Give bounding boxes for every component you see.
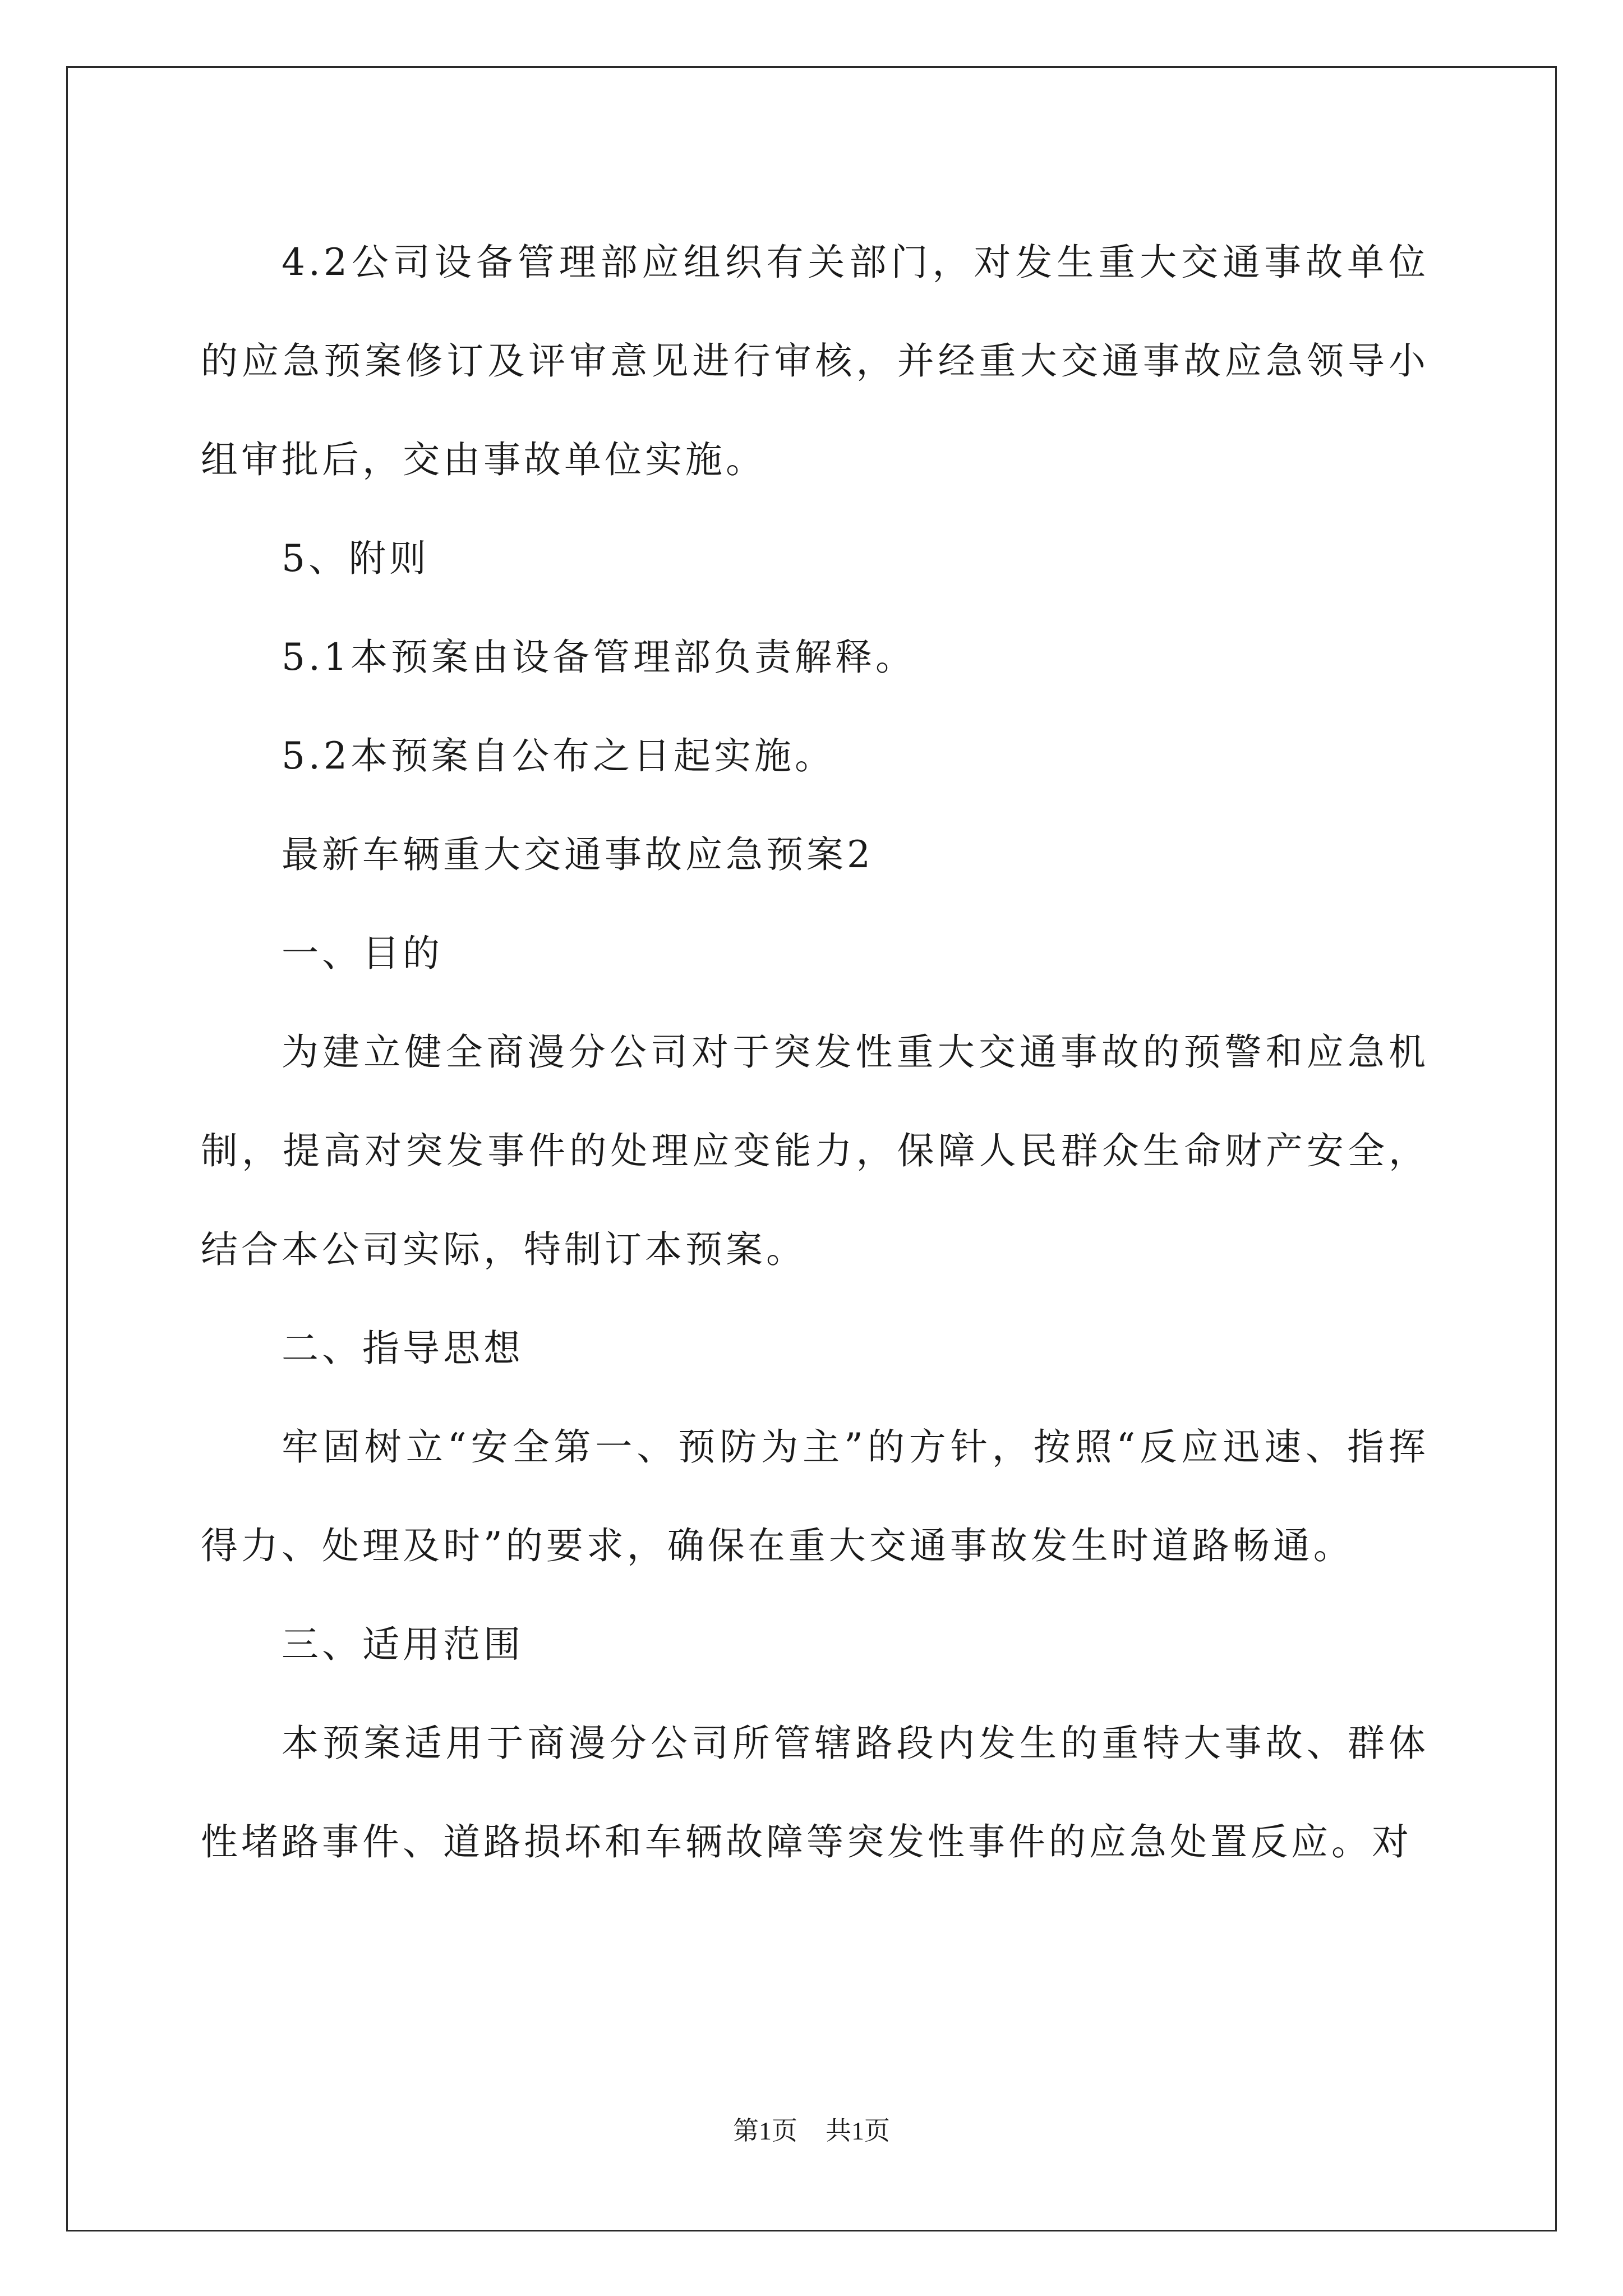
section-heading: 三、适用范围: [282, 1623, 524, 1666]
paragraph: 为建立健全商漫分公司对于突发性重大交通事故的预警和应急机制，提高对突发事件的处理应变能力，保障人民群众生命财产安全，结合本公司实际，特制订本预案。: [201, 1030, 1429, 1271]
document-title: 最新车辆重大交通事故应急预案2: [282, 833, 874, 876]
page-number-total: 共1页: [826, 2116, 890, 2145]
paragraph: 4.2公司设备管理部应组织有关部门，对发生重大交通事故单位的应急预案修订及评审意见进行审核，并经重大交通事故应急领导小组审批后，交由事故单位实施。: [201, 241, 1429, 481]
paragraph: 本预案适用于商漫分公司所管辖路段内发生的重特大事故、群体性堵路事件、道路损坏和车辆故障等突发性事件的应急处置反应。对: [201, 1722, 1429, 1864]
paragraph: 5.2本预案自公布之日起实施。: [282, 734, 835, 777]
section-heading: 一、目的: [282, 932, 443, 975]
paragraph: 5.1本预案由设备管理部负责解释。: [282, 636, 916, 679]
page-number-current: 第1页: [733, 2116, 797, 2145]
document-body: [201, 213, 1429, 1892]
paragraph: 牢固树立“安全第一、预防为主”的方针，按照“反应迅速、指挥得力、处理及时”的要求，确保在重大交通事故发生时道路畅通。: [201, 1425, 1429, 1567]
page-footer: [0, 2110, 1623, 2147]
section-heading: 5、附则: [282, 537, 430, 580]
section-heading: 二、指导思想: [282, 1327, 524, 1370]
